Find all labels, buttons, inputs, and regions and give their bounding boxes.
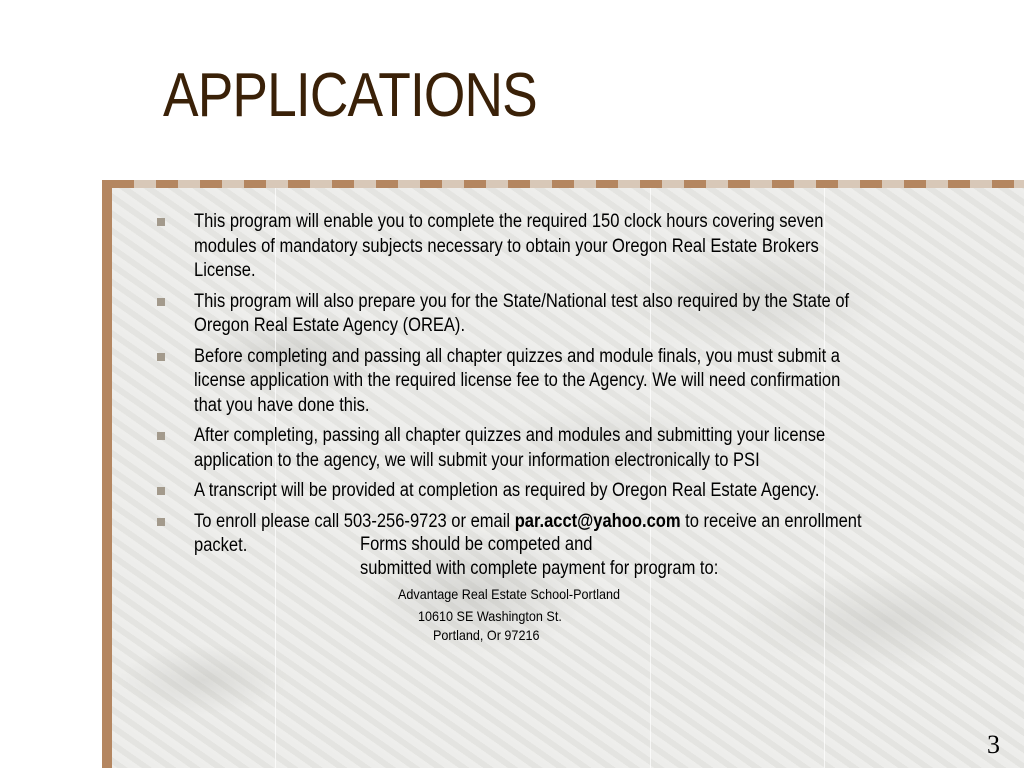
bullet-text <box>194 345 960 419</box>
bullet-text <box>194 479 960 504</box>
bullet-item <box>155 479 955 504</box>
bullet-line: A transcript will be provided at completion as required by Oregon Real Estate Agency. <box>194 480 820 501</box>
bullet-line: After completing, passing all chapter quizzes and modules and submitting your license <box>194 425 826 446</box>
bullet-text <box>194 290 960 339</box>
bullet-text <box>194 210 960 284</box>
square-bullet-icon <box>157 353 165 361</box>
bullet-line: license application with the required license fee to the Agency. We will need confirmation <box>194 370 841 391</box>
bullet-line: License. <box>194 260 256 281</box>
square-bullet-icon <box>157 298 165 306</box>
address-school-name: Advantage Real Estate School-Portland <box>398 586 621 602</box>
bullet-item <box>155 210 955 284</box>
enroll-submit-line: submitted with complete payment for program to: <box>360 558 719 579</box>
bullet-line: application to the agency, we will submit your information electronically to PSI <box>194 449 760 471</box>
bullet-item <box>155 424 955 473</box>
slide-title: APPLICATIONS <box>163 61 537 130</box>
enroll-prefix: To enroll please call 503-256-9723 or email <box>194 510 515 532</box>
square-bullet-icon <box>157 218 165 226</box>
square-bullet-icon <box>157 432 165 440</box>
bullet-item <box>155 290 955 339</box>
bullet-item <box>155 345 955 419</box>
bullet-line: Oregon Real Estate Agency (OREA). <box>194 315 466 336</box>
square-bullet-icon <box>157 518 165 526</box>
address-city: Portland, Or 97216 <box>433 627 540 643</box>
bullet-text <box>194 424 960 473</box>
bullet-line: that you have done this. <box>194 394 370 416</box>
bullet-line <box>194 510 960 535</box>
bullet-line: This program will enable you to complete the required 150 clock hours covering seven <box>194 211 824 232</box>
enroll-forms-line: Forms should be competed and <box>360 534 593 555</box>
square-bullet-icon <box>157 487 165 495</box>
bullet-line: packet. <box>194 535 248 556</box>
page-number: 3 <box>987 730 1000 759</box>
bullet-line: This program will also prepare you for the State/National test also required by the State of <box>194 290 850 312</box>
bullet-line: modules of mandatory subjects necessary to obtain your Oregon Real Estate Brokers <box>194 235 819 257</box>
bullet-list <box>155 210 955 565</box>
enroll-suffix: to receive an enrollment <box>680 510 862 532</box>
address-street: 10610 SE Washington St. <box>418 608 562 624</box>
enroll-email-link[interactable]: par.acct@yahoo.com <box>514 510 681 532</box>
bullet-line: Before completing and passing all chapter quizzes and module finals, you must submit a <box>194 345 840 367</box>
panel-top-border <box>112 180 1024 188</box>
